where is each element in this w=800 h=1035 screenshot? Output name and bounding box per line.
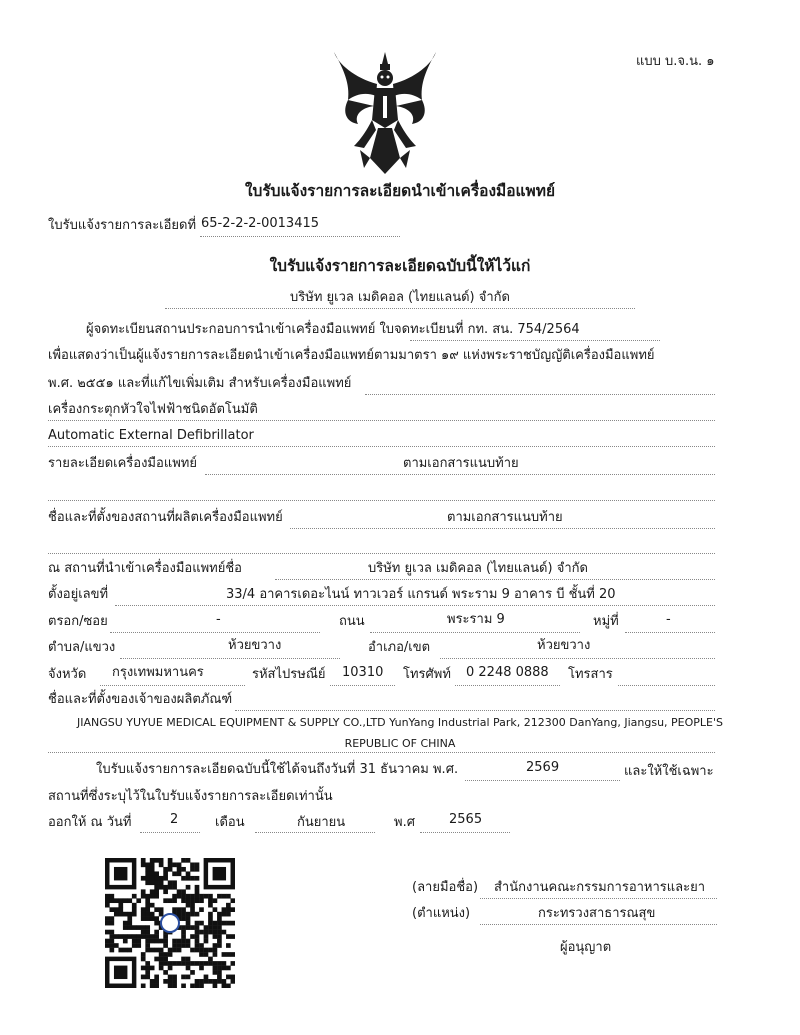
company-name: บริษัท ยูเวล เมดิคอล (ไทยแลนด์) จำกัด bbox=[290, 290, 510, 305]
manufacturer-site-value: ตามเอกสารแนบท้าย bbox=[447, 510, 563, 525]
notice-no-value: 65-2-2-2-0013415 bbox=[201, 216, 320, 231]
issued-month-label: เดือน bbox=[215, 815, 245, 830]
import-site-label: ณ สถานที่นำเข้าเครื่องมือแพทย์ชื่อ bbox=[48, 561, 242, 576]
postcode-label: รหัสไปรษณีย์ bbox=[252, 667, 326, 682]
form-code: แบบ บ.จ.น. ๑ bbox=[636, 54, 715, 69]
registration-line: ผู้จดทะเบียนสถานประกอบการนำเข้าเครื่องมือแพทย์ ใบจดทะเบียนที่ กท. สน. 754/2564 bbox=[86, 322, 580, 337]
signature-dotline bbox=[480, 898, 717, 899]
issued-month: กันยายน bbox=[297, 815, 346, 830]
signer-role: ผู้อนุญาต bbox=[560, 940, 612, 955]
device-th-dotline bbox=[48, 420, 715, 421]
moo-label: หมู่ที่ bbox=[593, 614, 619, 629]
issued-day-dotline bbox=[140, 832, 200, 833]
company-dotline bbox=[165, 308, 635, 309]
registration-dotline bbox=[410, 340, 660, 341]
purpose-dotline bbox=[365, 394, 715, 395]
manufacturer-site-dotline-2 bbox=[48, 553, 715, 554]
province-value: กรุงเทพมหานคร bbox=[112, 665, 204, 680]
signature-value: สำนักงานคณะกรรมการอาหารและยา bbox=[494, 880, 706, 895]
subdistrict-value: ห้วยขวาง bbox=[228, 638, 282, 653]
subdistrict-label: ตำบล/แขวง bbox=[48, 640, 116, 655]
province-dotline bbox=[100, 685, 245, 686]
validity-line-2: สถานที่ซึ่งระบุไว้ในใบรับแจ้งรายการละเอียดเท่านั้น bbox=[48, 789, 333, 804]
issued-year-dotline bbox=[420, 832, 510, 833]
road-label: ถนน bbox=[339, 614, 365, 629]
fax-dotline bbox=[618, 685, 715, 686]
import-site-dotline bbox=[275, 579, 715, 580]
validity-year: 2569 bbox=[526, 760, 560, 775]
position-label: (ตำแหน่ง) bbox=[412, 906, 471, 921]
product-owner-label: ชื่อและที่ตั้งของเจ้าของผลิตภัณฑ์ bbox=[48, 692, 233, 707]
validity-suffix: และให้ใช้เฉพาะ bbox=[624, 764, 714, 779]
import-site-value: บริษัท ยูเวล เมดิคอล (ไทยแลนด์) จำกัด bbox=[368, 561, 588, 576]
soi-label: ตรอก/ซอย bbox=[48, 614, 108, 629]
postcode-dotline bbox=[330, 685, 395, 686]
address-no-dotline bbox=[115, 605, 715, 606]
manufacturer-site-label: ชื่อและที่ตั้งของสถานที่ผลิตเครื่องมือแพทย์ bbox=[48, 510, 283, 525]
signature-label: (ลายมือชื่อ) bbox=[412, 880, 479, 895]
product-owner-line-2: REPUBLIC OF CHINA bbox=[344, 737, 456, 750]
fax-label: โทรสาร bbox=[568, 667, 613, 682]
postcode-value: 10310 bbox=[342, 665, 384, 680]
phone-value: 0 2248 0888 bbox=[466, 665, 549, 680]
validity-year-dotline bbox=[465, 780, 620, 781]
position-dotline bbox=[480, 924, 717, 925]
device-detail-label: รายละเอียดเครื่องมือแพทย์ bbox=[48, 456, 197, 471]
product-owner-dotline bbox=[235, 710, 715, 711]
issued-month-dotline bbox=[255, 832, 375, 833]
road-dotline bbox=[370, 632, 580, 633]
qr-code-icon bbox=[105, 858, 235, 988]
issued-to-heading: ใบรับแจ้งรายการละเอียดฉบับนี้ให้ไว้แก่ bbox=[269, 257, 531, 275]
road-value: พระราม 9 bbox=[447, 612, 505, 627]
purpose-line-2: พ.ศ. ๒๕๕๑ และที่แก้ไขเพิ่มเติม สำหรับเครื่องมือแพทย์ bbox=[48, 376, 352, 391]
device-detail-value: ตามเอกสารแนบท้าย bbox=[403, 456, 519, 471]
device-name-en: Automatic External Defibrillator bbox=[48, 428, 254, 443]
phone-label: โทรศัพท์ bbox=[403, 667, 451, 682]
notice-no-dotline bbox=[200, 236, 400, 237]
notice-no-label: ใบรับแจ้งรายการละเอียดที่ bbox=[48, 218, 197, 233]
phone-dotline bbox=[455, 685, 560, 686]
validity-text: ใบรับแจ้งรายการละเอียดฉบับนี้ใช้ได้จนถึงวันที่ 31 ธันวาคม พ.ศ. bbox=[96, 762, 459, 777]
district-value: ห้วยขวาง bbox=[537, 638, 591, 653]
page-title: ใบรับแจ้งรายการละเอียดนำเข้าเครื่องมือแพทย์ bbox=[244, 182, 556, 200]
issued-label: ออกให้ ณ วันที่ bbox=[48, 815, 132, 830]
device-name-th: เครื่องกระตุกหัวใจไฟฟ้าชนิดอัตโนมัติ bbox=[48, 402, 258, 417]
moo-value: - bbox=[666, 612, 671, 627]
garuda-emblem-icon bbox=[330, 50, 440, 180]
product-owner-dotline-2 bbox=[48, 752, 715, 753]
address-no-label: ตั้งอยู่เลขที่ bbox=[48, 587, 109, 602]
moo-dotline bbox=[625, 632, 715, 633]
issued-day: 2 bbox=[170, 812, 179, 827]
device-detail-dotline bbox=[205, 474, 715, 475]
district-dotline bbox=[440, 658, 715, 659]
position-value: กระทรวงสาธารณสุข bbox=[538, 906, 656, 921]
manufacturer-site-dotline bbox=[290, 528, 715, 529]
district-label: อำเภอ/เขต bbox=[368, 640, 431, 655]
issued-year: 2565 bbox=[449, 812, 483, 827]
subdistrict-dotline bbox=[120, 658, 340, 659]
issued-year-label: พ.ศ bbox=[394, 815, 415, 830]
device-en-dotline bbox=[48, 446, 715, 447]
purpose-line-1: เพื่อแสดงว่าเป็นผู้แจ้งรายการละเอียดนำเข้าเครื่องมือแพทย์ตามมาตรา ๑๙ แห่งพระราชบัญญัติเครื่องมือแพทย์ bbox=[48, 348, 655, 363]
product-owner-line-1: JIANGSU YUYUE MEDICAL EQUIPMENT & SUPPLY CO.,LTD YunYang Industrial Park, 212300 DanYang, Jiangsu, PEOPLE'S bbox=[77, 716, 723, 729]
device-detail-dotline-2 bbox=[48, 500, 715, 501]
address-no-value: 33/4 อาคารเดอะไนน์ ทาวเวอร์ แกรนด์ พระราม 9 อาคาร บี ชั้นที่ 20 bbox=[226, 587, 616, 602]
soi-value: - bbox=[216, 612, 221, 627]
soi-dotline bbox=[110, 632, 320, 633]
province-label: จังหวัด bbox=[48, 667, 87, 682]
